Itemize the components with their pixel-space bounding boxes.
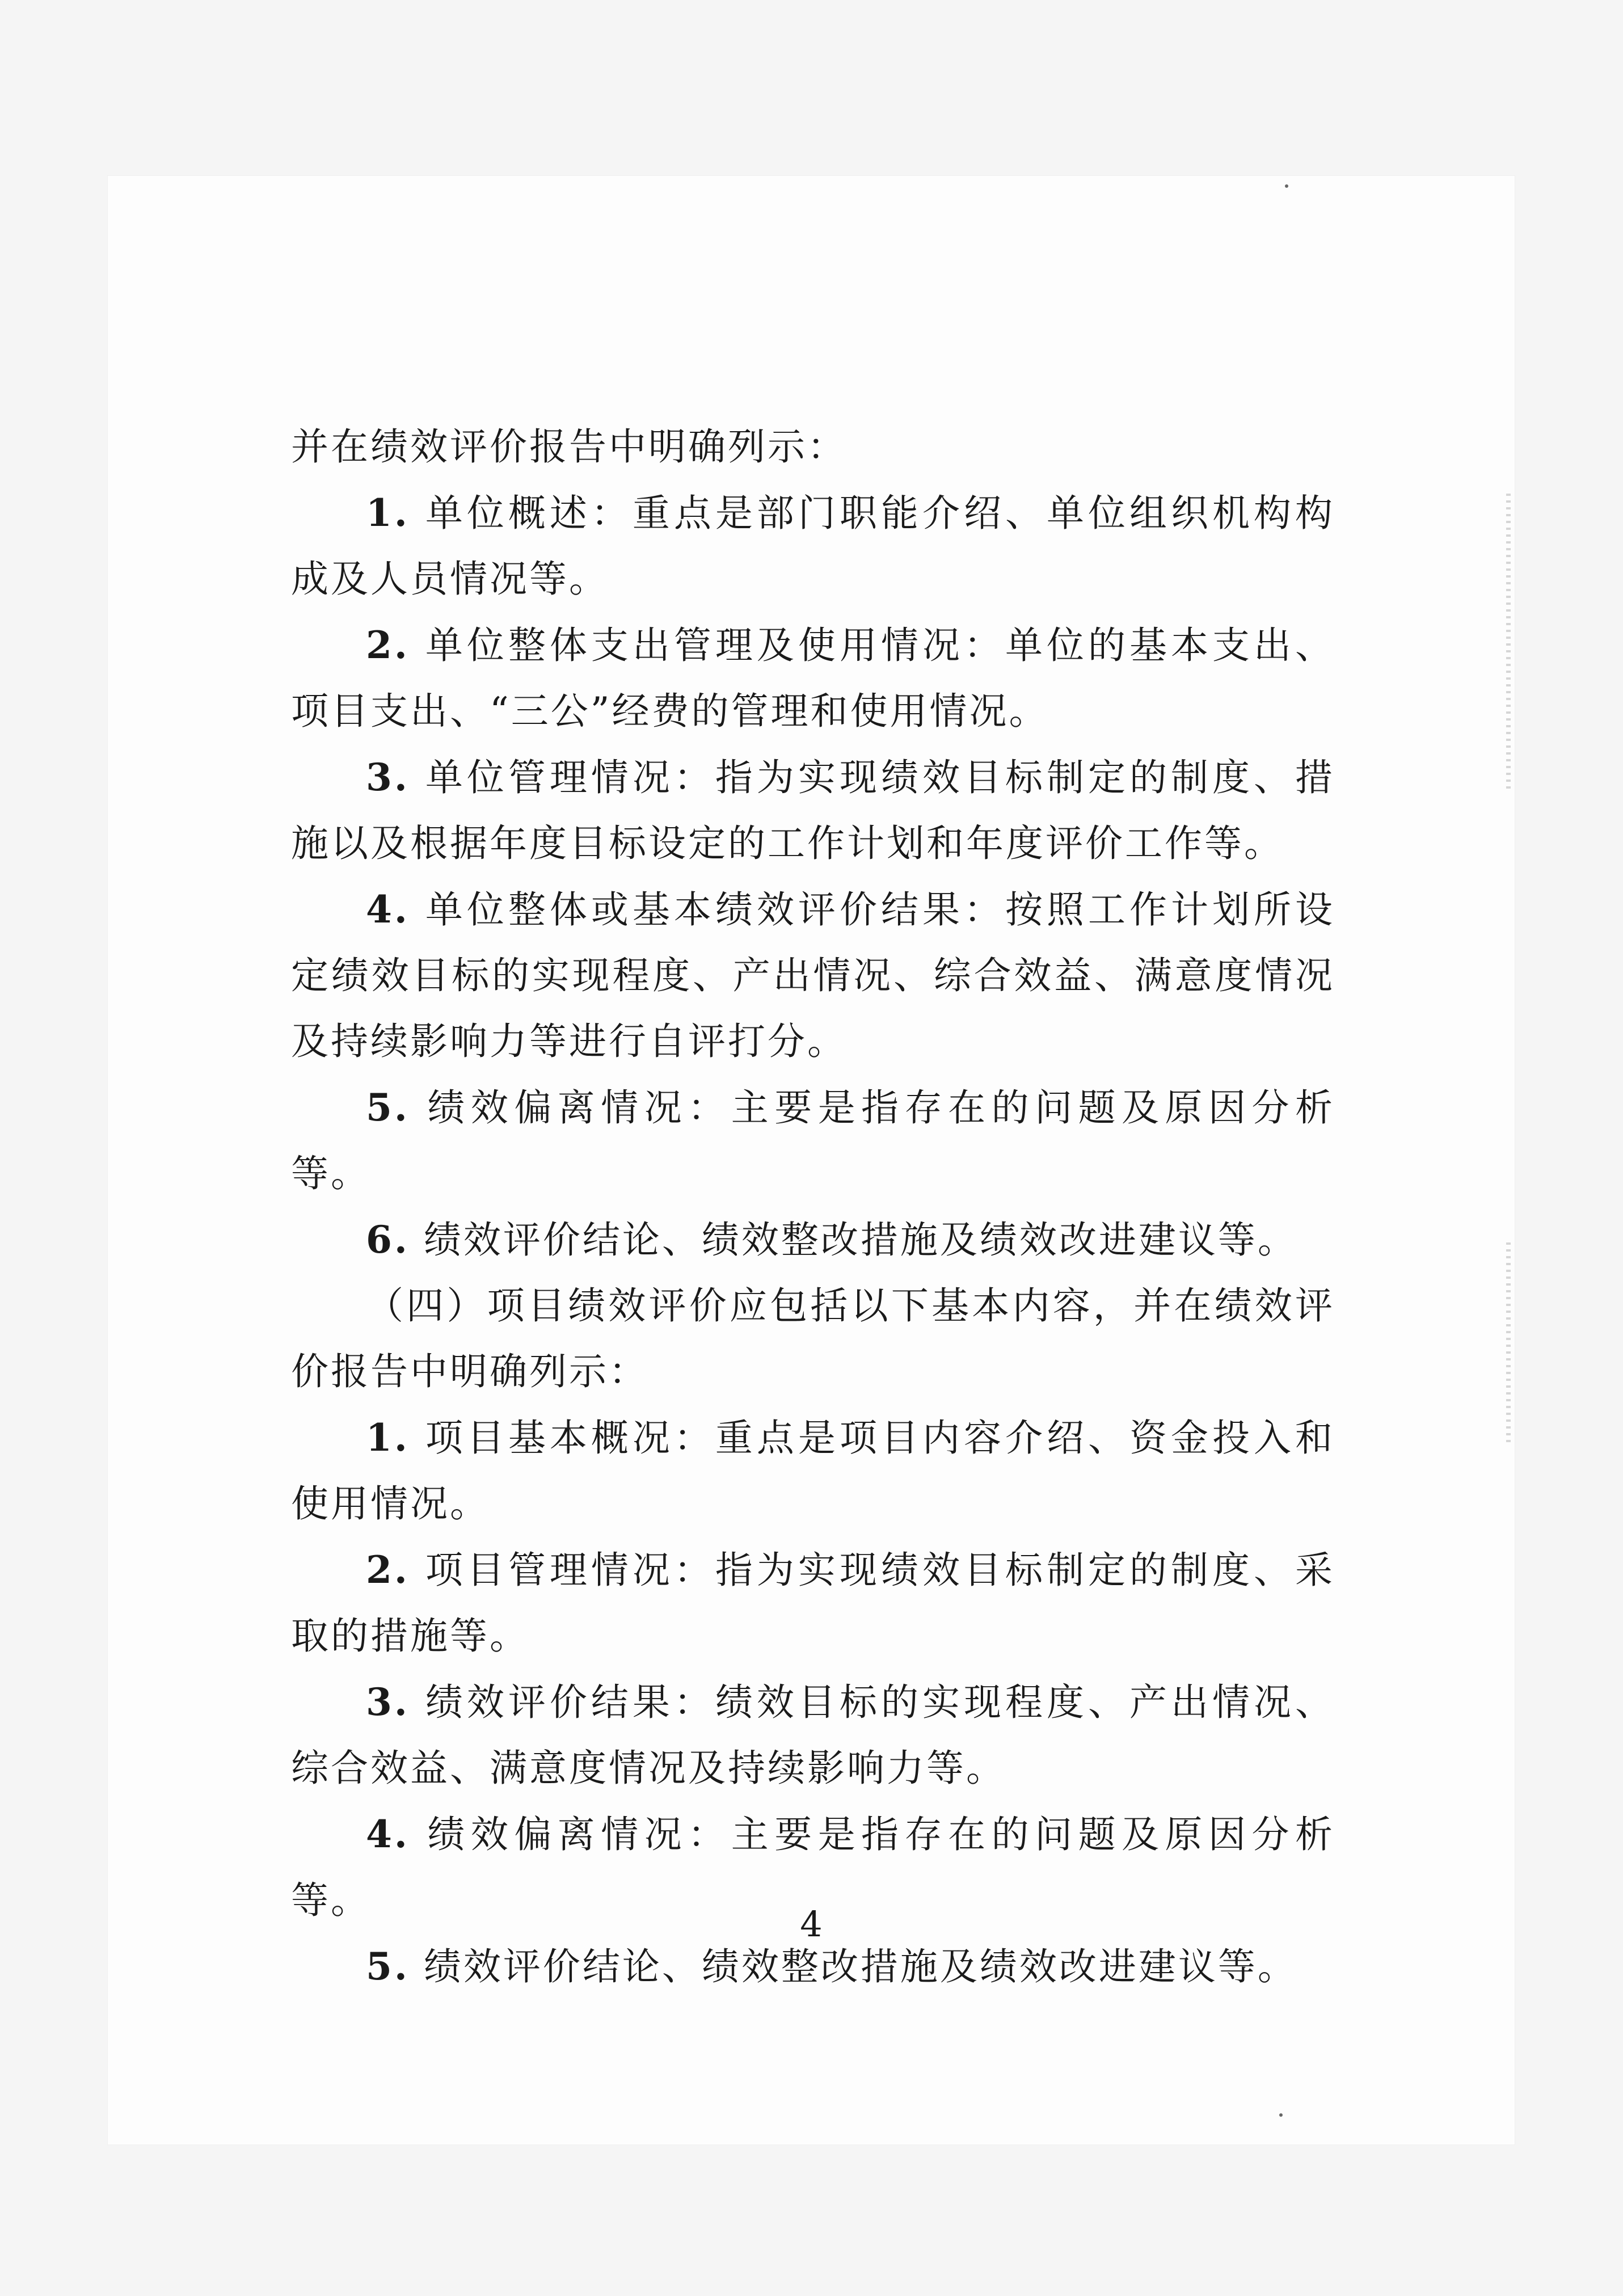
scan-speck [1279, 2113, 1283, 2117]
item-number: 5. [366, 1085, 410, 1130]
section-text: （四）项目绩效评价应包括以下基本内容，并在绩效评价报告中明确列示： [291, 1284, 1335, 1393]
unit-item-2 [291, 612, 1335, 744]
scan-speck [1285, 184, 1288, 188]
item-text: 绩效评价结论、绩效整改措施及绩效改进建议等。 [409, 1945, 1297, 1989]
item-text: 项目管理情况：指为实现绩效目标制定的制度、采取的措施等。 [291, 1548, 1335, 1658]
project-item-2 [291, 1537, 1335, 1669]
intro-text: 并在绩效评价报告中明确列示： [291, 425, 847, 469]
item-text: 项目基本概况：重点是项目内容介绍、资金投入和使用情况。 [291, 1416, 1335, 1526]
item-text: 单位整体或基本绩效评价结果：按照工作计划所设定绩效目标的实现程度、产出情况、综合效益、满意度情况及持续影响力等进行自评打分。 [291, 888, 1335, 1063]
intro-line [291, 414, 1335, 480]
document-page [108, 176, 1515, 2145]
unit-item-3 [291, 744, 1335, 877]
unit-item-4 [291, 877, 1335, 1075]
item-text: 绩效偏离情况：主要是指存在的问题及原因分析等。 [291, 1086, 1335, 1195]
project-item-3 [291, 1669, 1335, 1801]
scan-edge-mark [1506, 1242, 1511, 1447]
item-number: 1. [366, 1415, 410, 1460]
item-text: 绩效偏离情况：主要是指存在的问题及原因分析等。 [291, 1813, 1335, 1922]
section-four-heading [291, 1273, 1335, 1405]
document-body [291, 414, 1335, 2000]
item-number: 3. [366, 755, 410, 799]
scan-edge-mark [1506, 494, 1511, 789]
unit-item-6 [291, 1207, 1335, 1273]
page-number: 4 [800, 1903, 823, 1945]
item-number: 4. [366, 887, 410, 932]
item-number: 5. [366, 1944, 410, 1989]
item-number: 3. [366, 1680, 410, 1724]
item-text: 单位概述：重点是部门职能介绍、单位组织机构构成及人员情况等。 [291, 491, 1335, 601]
item-text: 单位管理情况：指为实现绩效目标制定的制度、措施以及根据年度目标设定的工作计划和年度评价工作等。 [291, 756, 1335, 865]
item-number: 4. [366, 1812, 410, 1856]
item-text: 绩效评价结果：绩效目标的实现程度、产出情况、综合效益、满意度情况及持续影响力等。 [291, 1680, 1335, 1790]
unit-item-5 [291, 1075, 1335, 1207]
item-number: 6. [366, 1217, 410, 1262]
item-text: 单位整体支出管理及使用情况：单位的基本支出、项目支出、“三公”经费的管理和使用情况。 [291, 623, 1335, 733]
item-number: 2. [366, 1548, 410, 1592]
project-item-1 [291, 1405, 1335, 1537]
item-number: 2. [366, 623, 410, 667]
item-number: 1. [366, 491, 410, 535]
item-text: 绩效评价结论、绩效整改措施及绩效改进建议等。 [409, 1218, 1297, 1262]
unit-item-1 [291, 480, 1335, 612]
